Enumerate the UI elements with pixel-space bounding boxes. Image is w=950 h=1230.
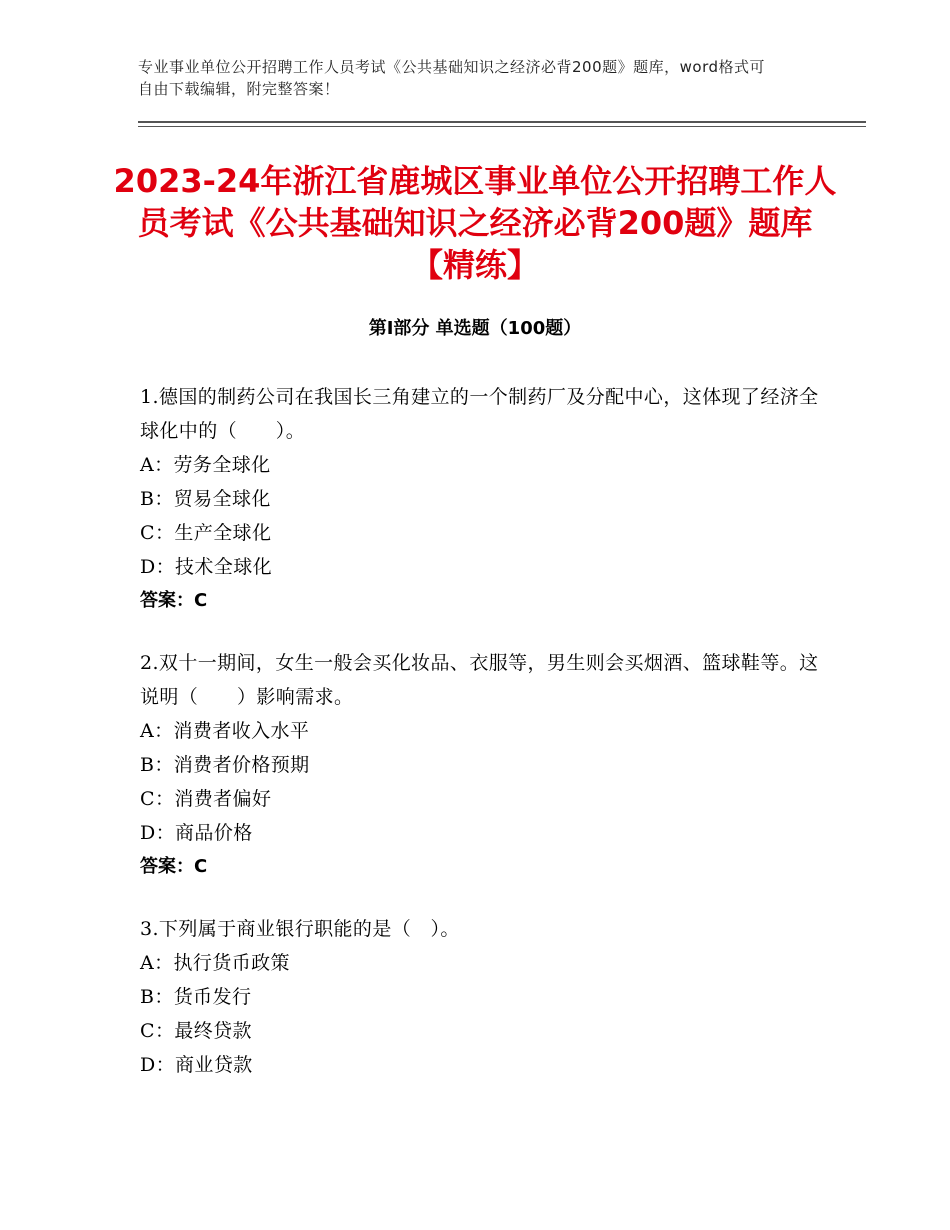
question-stem: 2.双十一期间，女生一般会买化妆品、衣服等，男生则会买烟酒、篮球鞋等。这说明（ ）影响需求。: [140, 652, 819, 708]
question-2: [140, 646, 820, 884]
option-a: A：执行货币政策: [140, 952, 290, 974]
option-b: B：货币发行: [140, 986, 252, 1008]
document-title: 2023-24年浙江省鹿城区事业单位公开招聘工作人员考试《公共基础知识之经济必背200题》题库【精练】: [113, 162, 837, 284]
option-c: C：最终贷款: [140, 1020, 252, 1042]
option-c: C：消费者偏好: [140, 788, 272, 810]
option-d: D：商品价格: [140, 822, 253, 844]
question-1: [140, 380, 820, 618]
option-a: A：劳务全球化: [140, 454, 271, 476]
answer: 答案：C: [140, 856, 208, 877]
answer: 答案：C: [140, 590, 208, 611]
option-d: D：技术全球化: [140, 556, 273, 578]
option-d: D：商业贷款: [140, 1054, 253, 1076]
option-a: A：消费者收入水平: [140, 720, 310, 742]
header-divider: [138, 121, 866, 123]
option-c: C：生产全球化: [140, 522, 272, 544]
question-stem: 1.德国的制药公司在我国长三角建立的一个制药厂及分配中心，这体现了经济全球化中的（ ）。: [140, 386, 819, 442]
section-title: 第I部分 单选题（100题）: [368, 318, 582, 339]
question-3: [140, 912, 820, 1082]
question-stem: 3.下列属于商业银行职能的是（ ）。: [140, 918, 460, 940]
question-list: [140, 380, 820, 1110]
option-b: B：贸易全球化: [140, 488, 271, 510]
header-note: 专业事业单位公开招聘工作人员考试《公共基础知识之经济必背200题》题库，word格式可自由下载编辑，附完整答案！: [138, 58, 766, 98]
header-divider-thin: [138, 126, 866, 127]
option-b: B：消费者价格预期: [140, 754, 310, 776]
